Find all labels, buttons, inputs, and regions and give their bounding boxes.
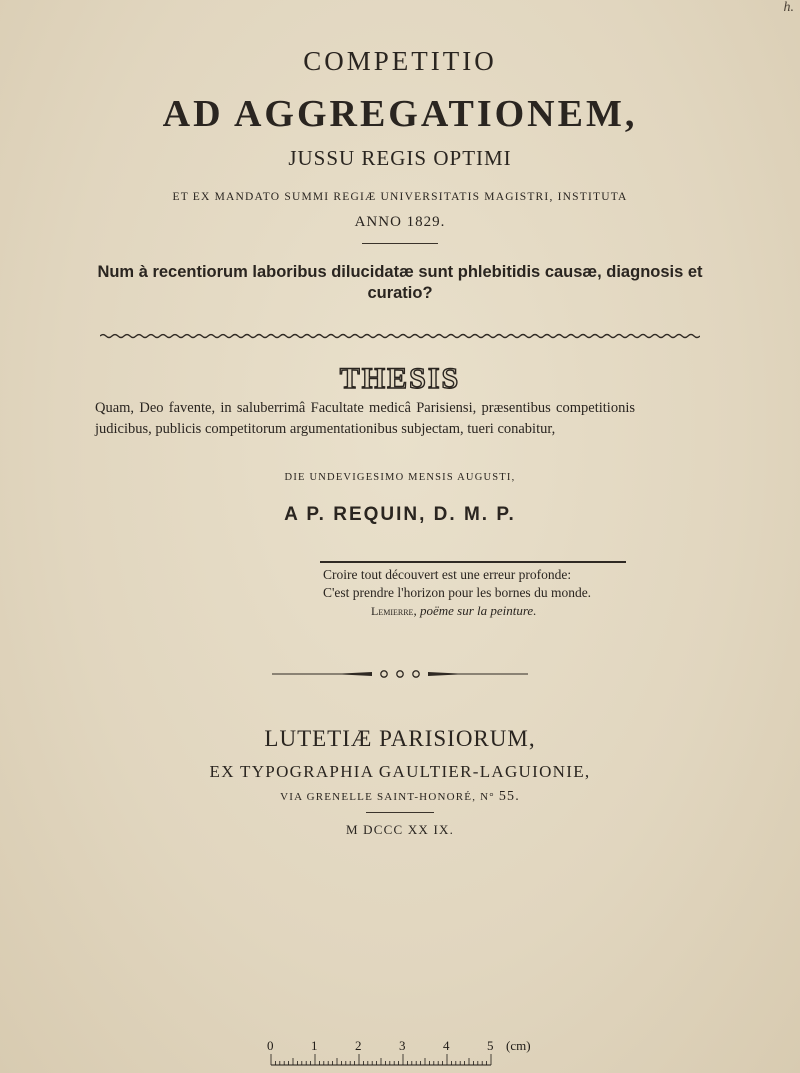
epigraph-attribution: Lemierre, poëme sur la peinture. xyxy=(371,603,537,618)
imprint-city: LUTETIÆ PARISIORUM, xyxy=(264,726,536,751)
ornament-divider xyxy=(272,668,528,680)
title-line-5: ANNO 1829. xyxy=(354,214,446,230)
title-line-2: AD AGGREGATIONEM, xyxy=(162,93,638,135)
scale-label-3: 3 xyxy=(399,1038,406,1053)
epigraph-author: Lemierre xyxy=(371,604,414,618)
scale-label-4: 4 xyxy=(443,1038,450,1053)
date-line: DIE UNDEVIGESIMO MENSIS AUGUSTI, xyxy=(284,472,516,483)
divider-short xyxy=(362,243,438,244)
imprint-address-text: VIA GRENELLE SAINT-HONORÉ, N° xyxy=(280,791,495,803)
divider-tiny xyxy=(366,812,434,813)
epigraph-line-1: Croire tout découvert est une erreur profonde: xyxy=(323,567,572,582)
title-line-3: JUSSU REGIS OPTIMI xyxy=(288,146,512,170)
title-line-4: ET EX MANDATO SUMMI REGIÆ UNIVERSITATIS MAGISTRI, INSTITUTA xyxy=(172,191,628,203)
epigraph-line-2: C'est prendre l'horizon pour les bornes du monde. xyxy=(323,585,592,600)
divider-long xyxy=(320,561,626,563)
scale-label-2: 2 xyxy=(355,1038,362,1053)
imprint-address-number: 55. xyxy=(498,789,520,804)
wavy-divider xyxy=(100,333,700,339)
scale-unit: (cm) xyxy=(506,1038,531,1053)
scale-bar xyxy=(267,1038,540,1068)
scale-label-0: 0 xyxy=(267,1038,274,1053)
epigraph xyxy=(323,566,643,620)
author-name: A P. REQUIN, D. M. P. xyxy=(284,504,516,525)
imprint-printer: EX TYPOGRAPHIA GAULTIER-LAGUIONIE, xyxy=(209,762,591,781)
intro-paragraph: Quam, Deo favente, in saluberrimâ Facultate medicâ Parisiensi, præsentibus competitionis judicibus, publicis competitorum argumentationibus subjectam, tueri conabitur, xyxy=(95,400,635,437)
scale-label-5: 5 xyxy=(487,1038,494,1053)
thesis-question: Num à recentiorum laboribus dilucidatæ sunt phlebitidis causæ, diagnosis et curatio? xyxy=(97,263,703,302)
title-line-1: COMPETITIO xyxy=(303,46,497,76)
epigraph-work: poëme sur la peinture. xyxy=(419,603,537,618)
scale-ticks xyxy=(270,1054,492,1066)
corner-mark: h. xyxy=(783,0,794,15)
scale-label-1: 1 xyxy=(311,1038,318,1053)
imprint-address xyxy=(0,789,800,805)
imprint-year: M DCCC XX IX. xyxy=(345,822,455,837)
thesis-heading: THESIS xyxy=(339,362,461,395)
